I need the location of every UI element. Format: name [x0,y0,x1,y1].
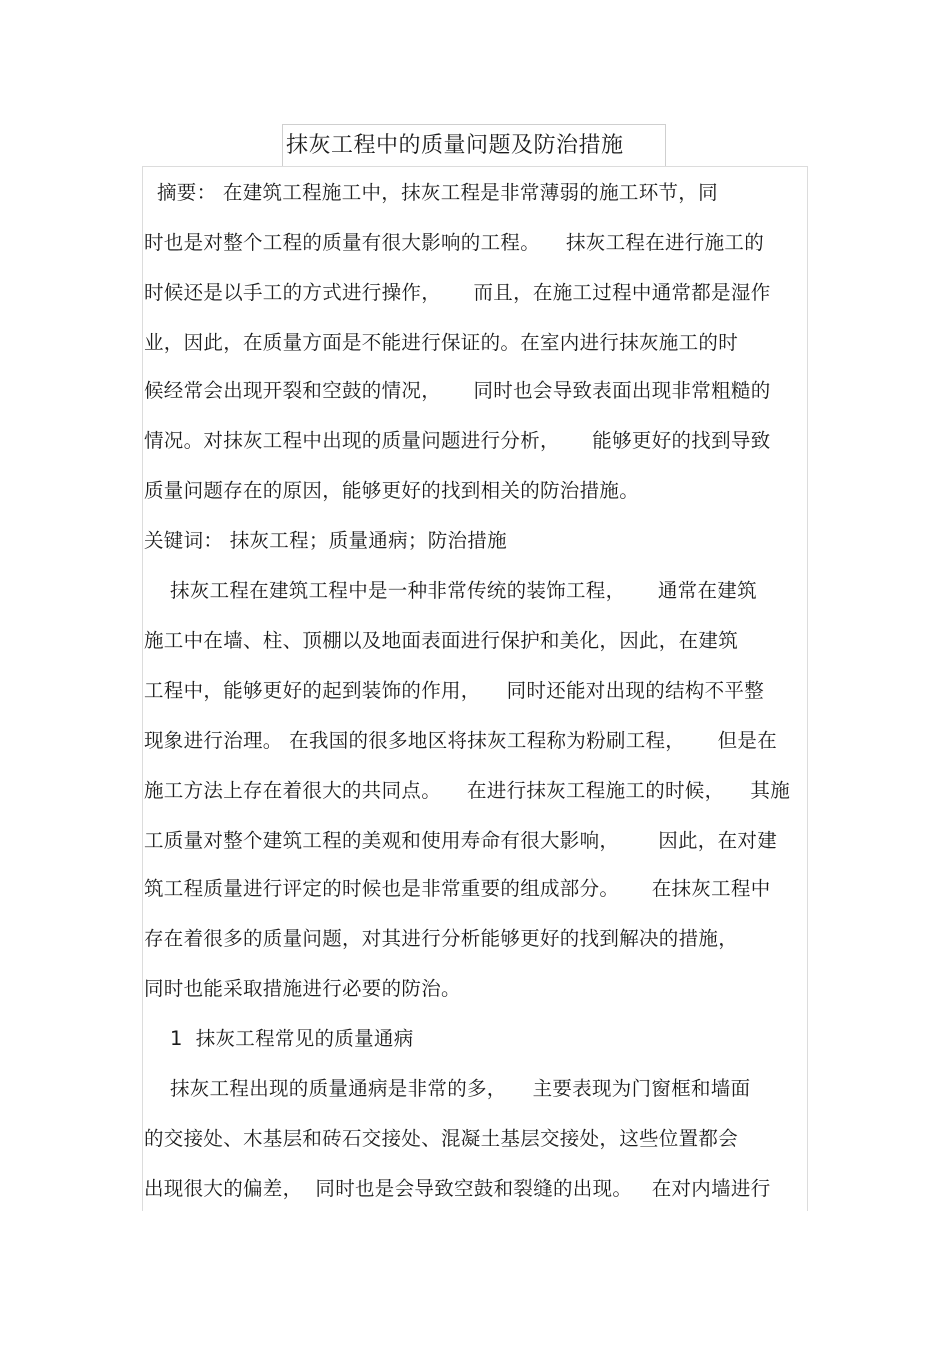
section-heading-1: 1 抹灰工程常见的质量通病 [144,1027,414,1050]
body-line-13: 施工方法上存在着很大的共同点。 在进行抹灰工程施工的时候， 其施 [144,779,790,802]
body-line-5: 候经常会出现开裂和空鼓的情况， 同时也会导致表面出现非常粗糙的 [144,379,771,402]
body-line-15: 筑工程质量进行评定的时候也是非常重要的组成部分。 在抹灰工程中 [144,877,771,900]
document-title: 抹灰工程中的质量问题及防治措施 [286,133,624,158]
body-line-2: 时也是对整个工程的质量有很大影响的工程。 抹灰工程在进行施工的 [144,231,764,254]
keywords-line: 关键词： 抹灰工程；质量通病；防治措施 [144,529,507,552]
body-line-17: 同时也能采取措施进行必要的防治。 [144,977,461,1000]
body-line-4: 业，因此，在质量方面是不能进行保证的。在室内进行抹灰施工的时 [144,331,739,354]
body-line-9: 抹灰工程在建筑工程中是一种非常传统的装饰工程， 通常在建筑 [144,579,757,602]
body-line-1: 摘要： 在建筑工程施工中，抹灰工程是非常薄弱的施工环节，同 [144,181,718,204]
body-line-12: 现象进行治理。 在我国的很多地区将抹灰工程称为粉刷工程， 但是在 [144,729,777,752]
body-line-7: 质量问题存在的原因，能够更好的找到相关的防治措施。 [144,479,640,502]
body-line-11: 工程中，能够更好的起到装饰的作用， 同时还能对出现的结构不平整 [144,679,764,702]
body-line-6: 情况。对抹灰工程中出现的质量问题进行分析， 能够更好的找到导致 [144,429,771,452]
body-line-19: 抹灰工程出现的质量通病是非常的多， 主要表现为门窗框和墙面 [144,1077,751,1100]
body-line-16: 存在着很多的质量问题，对其进行分析能够更好的找到解决的措施， [144,927,739,950]
body-line-20: 的交接处、木基层和砖石交接处、混凝土基层交接处，这些位置都会 [144,1127,739,1150]
body-line-14: 工质量对整个建筑工程的美观和使用寿命有很大影响， 因此，在对建 [144,829,777,852]
body-line-21: 出现很大的偏差， 同时也是会导致空鼓和裂缝的出现。 在对内墙进行 [144,1177,771,1200]
body-line-10: 施工中在墙、柱、顶棚以及地面表面进行保护和美化，因此，在建筑 [144,629,739,652]
body-line-3: 时候还是以手工的方式进行操作， 而且，在施工过程中通常都是湿作 [144,281,771,304]
